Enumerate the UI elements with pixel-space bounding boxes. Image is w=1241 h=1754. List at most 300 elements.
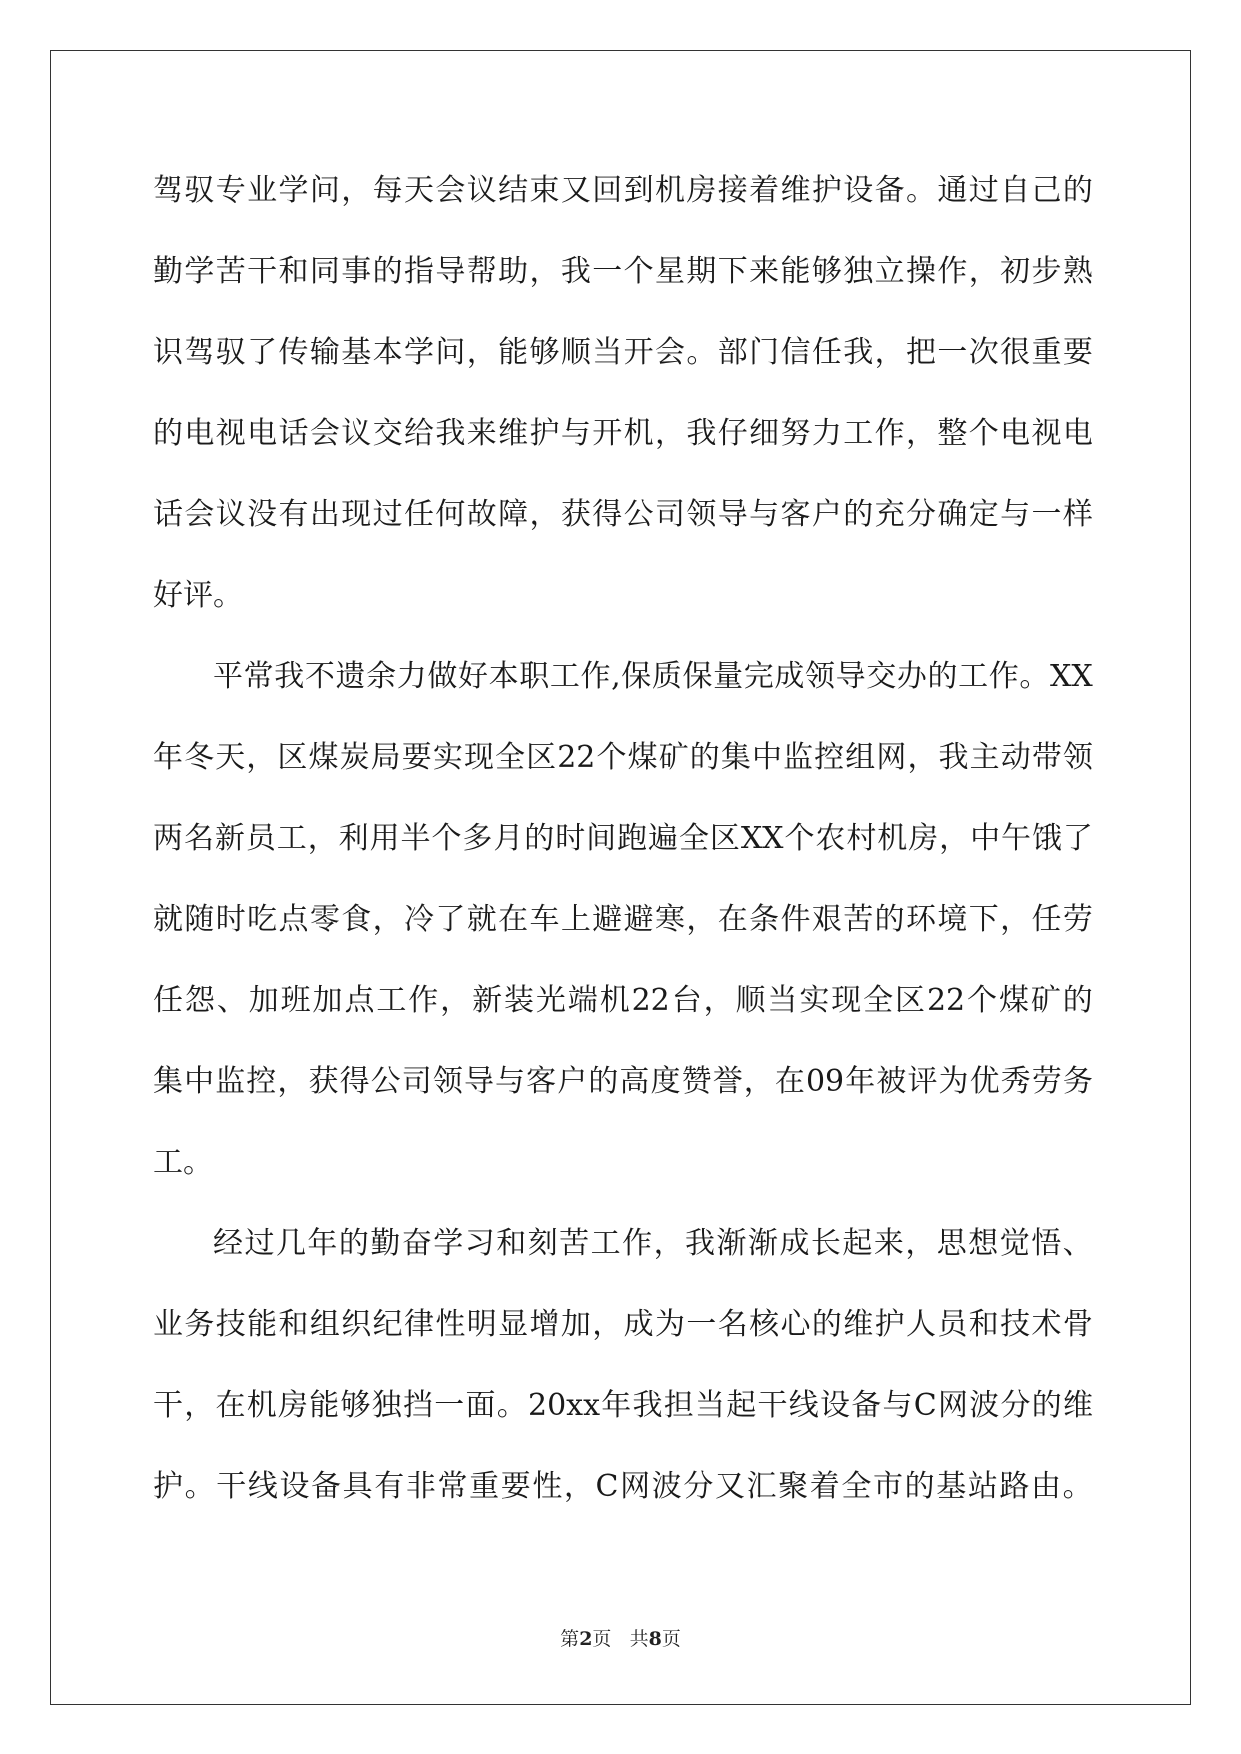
glyph: 全 xyxy=(495,740,526,775)
glyph: 新 xyxy=(472,983,503,1018)
text-line xyxy=(153,231,1093,312)
glyph: 性 xyxy=(435,1307,466,1342)
glyph: 间 xyxy=(586,821,617,856)
text-line xyxy=(153,150,1093,231)
glyph: 学 xyxy=(433,1226,464,1261)
glyph: ， xyxy=(686,902,717,937)
glyph: 障 xyxy=(498,497,529,532)
glyph: 利 xyxy=(338,821,369,856)
text-line xyxy=(153,555,1093,636)
glyph: 成 xyxy=(623,1307,654,1342)
line-text xyxy=(153,960,1093,1041)
glyph: 评 xyxy=(907,1064,938,1099)
glyph: 与 xyxy=(749,497,780,532)
glyph: 会 xyxy=(655,335,685,370)
text-line xyxy=(153,1365,1093,1446)
glyph: 我 xyxy=(938,740,969,775)
glyph: 司 xyxy=(655,497,685,532)
text-line xyxy=(153,636,1093,717)
glyph: 导 xyxy=(717,497,748,532)
glyph: ， xyxy=(703,983,734,1018)
glyph: 会 xyxy=(184,497,215,532)
glyph: 奋 xyxy=(401,1226,432,1261)
glyph: 一 xyxy=(686,1307,717,1342)
glyph: 干 xyxy=(153,1388,183,1423)
glyph: 的 xyxy=(874,902,905,937)
glyph: 聚 xyxy=(778,1469,809,1504)
glyph: 避 xyxy=(592,902,623,937)
glyph: 电 xyxy=(247,416,278,451)
glyph: 我 xyxy=(274,659,305,694)
glyph: 户 xyxy=(557,1064,588,1099)
glyph: 。 xyxy=(686,335,717,370)
glyph: 当 xyxy=(592,335,623,370)
glyph: 冷 xyxy=(404,902,434,937)
glyph: 分 xyxy=(906,497,936,532)
glyph: 术 xyxy=(1031,1307,1062,1342)
text-line xyxy=(153,1284,1093,1365)
glyph: 业 xyxy=(247,173,278,208)
glyph: 名 xyxy=(183,821,214,856)
glyph: 矿 xyxy=(658,740,689,775)
glyph: 务 xyxy=(1062,1064,1093,1099)
glyph: 为 xyxy=(655,1307,685,1342)
glyph: 来 xyxy=(749,254,780,289)
glyph: 台 xyxy=(671,983,702,1018)
glyph: 机 xyxy=(655,173,685,208)
glyph: 点 xyxy=(278,902,309,937)
glyph: 人 xyxy=(906,1307,936,1342)
glyph: ， xyxy=(529,497,560,532)
glyph: 境 xyxy=(937,902,968,937)
glyph: 任 xyxy=(1031,902,1062,937)
glyph: 立 xyxy=(874,254,905,289)
glyph: 具 xyxy=(342,1469,373,1504)
glyph: 环 xyxy=(906,902,936,937)
glyph: 实 xyxy=(799,983,830,1018)
glyph: 备 xyxy=(874,173,905,208)
glyph: 。 xyxy=(906,173,936,208)
glyph: 次 xyxy=(968,335,999,370)
glyph: ， xyxy=(907,740,938,775)
glyph: 门 xyxy=(749,335,780,370)
line-text xyxy=(153,879,1093,960)
glyph: 电 xyxy=(184,416,215,451)
glyph: 觉 xyxy=(999,1226,1030,1261)
glyph: 设 xyxy=(279,1469,310,1504)
glyph: 勤 xyxy=(370,1226,401,1261)
glyph: 骨 xyxy=(1062,1307,1093,1342)
glyph: 控 xyxy=(246,1064,277,1099)
glyph: 渐 xyxy=(716,1226,747,1261)
glyph: 增 xyxy=(529,1307,560,1342)
glyph: 业 xyxy=(153,1307,183,1342)
glyph: 了 xyxy=(435,902,466,937)
glyph: 主 xyxy=(969,740,1000,775)
glyph: 网 xyxy=(876,740,907,775)
glyph: 就 xyxy=(153,902,183,937)
glyph: 任 xyxy=(404,497,434,532)
glyph: 故 xyxy=(466,497,497,532)
glyph: 我 xyxy=(632,1388,663,1423)
glyph: 作 xyxy=(988,659,1019,694)
glyph: 成 xyxy=(779,1226,810,1261)
glyph: 自 xyxy=(1000,173,1031,208)
glyph: 律 xyxy=(404,1307,434,1342)
glyph: 和 xyxy=(278,254,309,289)
glyph: 独 xyxy=(371,1388,402,1423)
glyph: 的 xyxy=(338,1226,369,1261)
glyph: 、 xyxy=(216,983,247,1018)
glyph: 监 xyxy=(783,740,814,775)
glyph: 干 xyxy=(216,1469,247,1504)
glyph: 年 xyxy=(307,1226,338,1261)
glyph: 监 xyxy=(215,1064,246,1099)
glyph: 束 xyxy=(529,173,560,208)
glyph: 常 xyxy=(243,659,274,694)
text-line xyxy=(153,1203,1093,1284)
glyph: 件 xyxy=(780,902,811,937)
glyph: 来 xyxy=(466,416,497,451)
glyph: 房 xyxy=(908,821,939,856)
glyph: 22 xyxy=(926,983,966,1018)
glyph: 保 xyxy=(682,659,713,694)
glyph: 通 xyxy=(937,173,968,208)
glyph: 驾 xyxy=(184,335,215,370)
glyph: ， xyxy=(905,1226,936,1261)
glyph: 房 xyxy=(686,173,717,208)
glyph: 有 xyxy=(278,497,309,532)
glyph: 用 xyxy=(369,821,400,856)
glyph: 年 xyxy=(601,1388,632,1423)
glyph: 组 xyxy=(845,740,876,775)
glyph: 护 xyxy=(529,416,560,451)
glyph: 议 xyxy=(466,173,497,208)
glyph: 作 xyxy=(580,659,611,694)
total-pages: 8 xyxy=(648,1628,662,1650)
glyph: 过 xyxy=(244,1226,275,1261)
glyph: 渐 xyxy=(747,1226,778,1261)
glyph: 能 xyxy=(247,1307,278,1342)
glyph: 22 xyxy=(631,983,670,1018)
glyph: 路 xyxy=(999,1469,1030,1504)
glyph: 技 xyxy=(1000,1307,1031,1342)
glyph: ， xyxy=(874,335,905,370)
glyph: 能 xyxy=(780,254,811,289)
glyph: 带 xyxy=(1031,740,1062,775)
glyph: 维 xyxy=(843,1307,874,1342)
glyph: 给 xyxy=(404,416,434,451)
glyph: 线 xyxy=(247,1469,278,1504)
text-line xyxy=(153,717,1093,798)
glyph: 煤 xyxy=(998,983,1029,1018)
glyph: 度 xyxy=(650,1064,681,1099)
glyph: 识 xyxy=(153,335,183,370)
glyph: 多 xyxy=(462,821,493,856)
glyph: 议 xyxy=(341,416,372,451)
glyph: 纪 xyxy=(372,1307,403,1342)
glyph: 全 xyxy=(678,821,709,856)
glyph: 矿 xyxy=(1030,983,1061,1018)
glyph: 区 xyxy=(277,740,308,775)
glyph: 助 xyxy=(498,254,529,289)
glyph: 集 xyxy=(720,740,751,775)
glyph: 又 xyxy=(560,173,591,208)
glyph: 全 xyxy=(863,983,894,1018)
glyph: 够 xyxy=(340,1388,371,1423)
line-text xyxy=(213,1203,1093,1284)
page-footer xyxy=(0,1624,1241,1651)
glyph: 驾 xyxy=(153,173,183,208)
glyph: 客 xyxy=(526,1064,557,1099)
glyph: 村 xyxy=(846,821,877,856)
glyph: 网 xyxy=(937,1388,968,1423)
glyph: 要 xyxy=(500,1469,531,1504)
glyph: 与 xyxy=(560,416,591,451)
glyph: 房 xyxy=(278,1388,308,1423)
glyph: 与 xyxy=(495,1064,526,1099)
glyph: ， xyxy=(1000,902,1031,937)
glyph: 非 xyxy=(405,1469,436,1504)
glyph: 随 xyxy=(184,902,215,937)
glyph: 初 xyxy=(1000,254,1031,289)
glyph: 学 xyxy=(278,173,309,208)
glyph: 遗 xyxy=(335,659,366,694)
glyph: 局 xyxy=(370,740,401,775)
glyph: 每 xyxy=(372,173,403,208)
glyph: ， xyxy=(184,1388,215,1423)
glyph: 组 xyxy=(309,1307,340,1342)
glyph: 一 xyxy=(434,1388,465,1423)
glyph: 顺 xyxy=(560,335,591,370)
glyph: 跑 xyxy=(617,821,648,856)
glyph: 苦 xyxy=(843,902,874,937)
glyph: 在 xyxy=(215,1388,246,1423)
text-line xyxy=(153,1446,1093,1527)
glyph: 的 xyxy=(1062,983,1093,1018)
glyph: 传 xyxy=(278,335,309,370)
glyph: 维 xyxy=(498,416,529,451)
glyph: ， xyxy=(307,821,338,856)
glyph: 担 xyxy=(663,1388,694,1423)
glyph: 心 xyxy=(780,1307,811,1342)
glyph: 学 xyxy=(404,335,434,370)
glyph: 波 xyxy=(969,1388,1000,1423)
glyph: 遍 xyxy=(648,821,678,856)
glyph: 想 xyxy=(968,1226,999,1261)
glyph: 回 xyxy=(592,173,623,208)
glyph: 一 xyxy=(592,254,623,289)
glyph: 站 xyxy=(967,1469,998,1504)
glyph: 公 xyxy=(623,497,654,532)
glyph: 任 xyxy=(811,335,842,370)
glyph: 整 xyxy=(937,416,968,451)
glyph: 由 xyxy=(1031,1469,1062,1504)
glyph: 个 xyxy=(784,821,815,856)
glyph: ， xyxy=(592,1307,623,1342)
line-text xyxy=(153,1365,1093,1446)
glyph: 干 xyxy=(247,254,278,289)
glyph: 个 xyxy=(967,983,998,1018)
glyph: 交 xyxy=(866,659,897,694)
glyph: 新 xyxy=(214,821,245,856)
glyph: 了 xyxy=(247,335,278,370)
glyph: 输 xyxy=(309,335,340,370)
glyph: 驭 xyxy=(215,335,246,370)
glyph: 能 xyxy=(498,335,529,370)
glyph: 领 xyxy=(686,497,717,532)
glyph: 的 xyxy=(1031,1388,1062,1423)
glyph: 干 xyxy=(757,1388,788,1423)
glyph: 半 xyxy=(400,821,431,856)
glyph: 思 xyxy=(936,1226,967,1261)
glyph: 上 xyxy=(560,902,591,937)
glyph: 视 xyxy=(215,416,246,451)
glyph: 的 xyxy=(927,659,958,694)
glyph: 个 xyxy=(968,416,999,451)
glyph: 悟 xyxy=(1031,1226,1062,1261)
glyph: 会 xyxy=(435,173,466,208)
glyph: 能 xyxy=(309,1388,340,1423)
glyph: 设 xyxy=(820,1388,851,1423)
glyph: 事 xyxy=(341,254,372,289)
glyph: 同 xyxy=(309,254,340,289)
glyph: 苦 xyxy=(559,1226,590,1261)
glyph: 20xx xyxy=(528,1388,601,1423)
text-line xyxy=(153,1122,1093,1203)
glyph: 和 xyxy=(968,1307,999,1342)
glyph: 为 xyxy=(938,1064,969,1099)
glyph: 区 xyxy=(895,983,926,1018)
glyph: 分 xyxy=(1000,1388,1031,1423)
glyph: 步 xyxy=(1031,254,1062,289)
glyph: 当 xyxy=(767,983,798,1018)
glyph: 好 xyxy=(458,659,488,694)
glyph: 加 xyxy=(560,1307,591,1342)
glyph: 显 xyxy=(498,1307,529,1342)
glyph: 余 xyxy=(366,659,397,694)
glyph: 装 xyxy=(503,983,534,1018)
glyph: 时 xyxy=(215,902,246,937)
glyph: 就 xyxy=(466,902,497,937)
glyph: 明 xyxy=(466,1307,497,1342)
line-text xyxy=(153,798,1093,879)
glyph: C xyxy=(595,1469,619,1504)
glyph: 两 xyxy=(153,821,183,856)
glyph: 作 xyxy=(937,254,968,289)
glyph: 电 xyxy=(1062,416,1093,451)
glyph: 成 xyxy=(774,659,805,694)
glyph: 集 xyxy=(153,1064,183,1099)
glyph: 条 xyxy=(749,902,780,937)
glyph: 够 xyxy=(529,335,560,370)
glyph: 我 xyxy=(685,1226,716,1261)
glyph: 被 xyxy=(876,1064,907,1099)
glyph: 的 xyxy=(689,740,720,775)
line-text xyxy=(153,393,1093,474)
glyph: 量 xyxy=(713,659,744,694)
glyph: 细 xyxy=(749,416,780,451)
line-text xyxy=(153,150,1093,231)
glyph: 信 xyxy=(780,335,811,370)
line-text xyxy=(153,1284,1093,1365)
glyph: 来 xyxy=(873,1226,904,1261)
glyph: 现 xyxy=(463,740,494,775)
glyph: 与 xyxy=(1000,497,1031,532)
glyph: 线 xyxy=(788,1388,819,1423)
glyph: 个 xyxy=(623,254,654,289)
glyph: 下 xyxy=(968,902,999,937)
glyph: 。 xyxy=(1019,659,1050,694)
glyph: 接 xyxy=(717,173,748,208)
glyph: ， xyxy=(246,740,277,775)
glyph: 与 xyxy=(882,1388,913,1423)
glyph: 获 xyxy=(308,1064,339,1099)
glyph: 独 xyxy=(843,254,874,289)
glyph: 经 xyxy=(213,1226,243,1261)
glyph: 着 xyxy=(809,1469,840,1504)
glyph: 工 xyxy=(276,821,307,856)
glyph: 艰 xyxy=(811,902,842,937)
glyph: 机 xyxy=(877,821,908,856)
glyph: 的 xyxy=(843,497,874,532)
glyph: 天 xyxy=(215,740,246,775)
glyph: 名 xyxy=(717,1307,748,1342)
glyph: 年 xyxy=(845,1064,876,1099)
text-line xyxy=(153,960,1093,1041)
glyph: 光 xyxy=(535,983,566,1018)
glyph: 保 xyxy=(621,659,652,694)
glyph: 食 xyxy=(341,902,372,937)
glyph: 星 xyxy=(655,254,685,289)
page-suffix: 页 xyxy=(592,1628,612,1650)
glyph: 我 xyxy=(686,416,717,451)
glyph: 09 xyxy=(805,1064,845,1099)
glyph: 寒 xyxy=(655,902,685,937)
glyph: 平 xyxy=(213,659,243,694)
glyph: 勤 xyxy=(153,254,183,289)
line-text xyxy=(153,717,1093,798)
glyph: 议 xyxy=(215,497,246,532)
glyph: 定 xyxy=(968,497,999,532)
glyph: 有 xyxy=(374,1469,405,1504)
glyph: 备 xyxy=(851,1388,882,1423)
glyph: 话 xyxy=(153,497,183,532)
glyph: 月 xyxy=(493,821,524,856)
glyph: 力 xyxy=(396,659,427,694)
glyph: 要 xyxy=(1062,335,1093,370)
glyph: 中 xyxy=(184,1064,215,1099)
text-line xyxy=(153,474,1093,555)
line-text xyxy=(153,474,1093,555)
glyph: 确 xyxy=(937,497,968,532)
glyph: 技 xyxy=(215,1307,246,1342)
page-prefix: 第 xyxy=(560,1628,580,1650)
glyph: 当 xyxy=(695,1388,726,1423)
line-text xyxy=(213,636,1093,717)
glyph: 电 xyxy=(1000,416,1031,451)
glyph: XX xyxy=(740,821,784,856)
glyph: 刻 xyxy=(527,1226,558,1261)
glyph: 结 xyxy=(498,173,529,208)
glyph: 护 xyxy=(811,173,842,208)
glyph: 导 xyxy=(463,1064,494,1099)
glyph: 一 xyxy=(1031,497,1062,532)
glyph: 操 xyxy=(906,254,936,289)
glyph: 公 xyxy=(370,1064,401,1099)
glyph: ， xyxy=(906,416,936,451)
glyph: 冬 xyxy=(184,740,215,775)
